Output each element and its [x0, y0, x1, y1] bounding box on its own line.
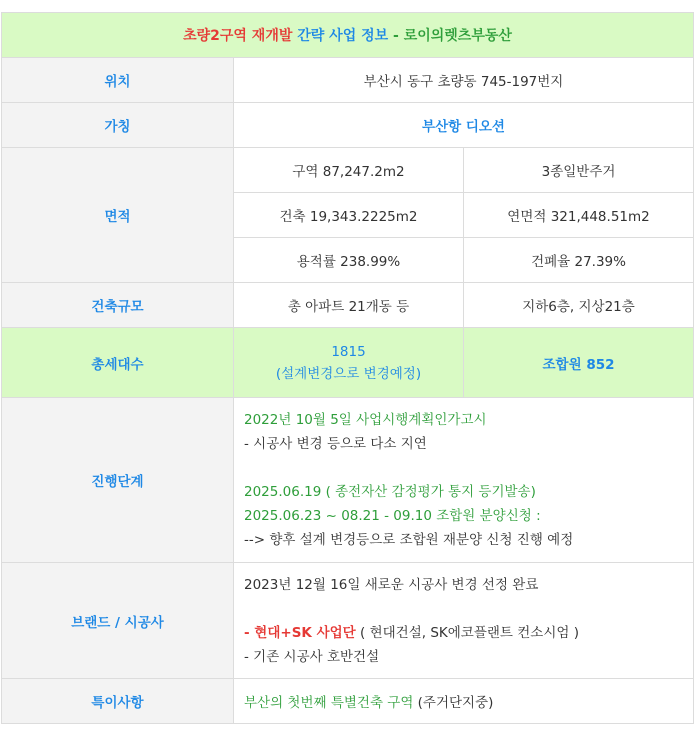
area-bcr: 건폐율 27.39%	[464, 238, 694, 283]
special-highlight: 부산의 첫번째 특별건축 구역	[244, 695, 414, 711]
brand-line-1: 2023년 12월 16일 새로운 시공사 변경 선정 완료	[244, 576, 539, 593]
progress-line-4: 2025.06.23 ~ 08.21 - 09.10 조합원 분양신청 :	[244, 508, 541, 524]
special-rest: (주거단지중)	[413, 695, 494, 711]
brand-line-3: - 기존 시공사 호반건설	[244, 648, 380, 665]
households-count-cell	[234, 328, 464, 398]
scale-buildings: 총 아파트 21개동 등	[234, 283, 464, 328]
location-value: 부산시 동구 초량동 745-197번지	[234, 58, 694, 103]
special-label: 특이사항	[2, 679, 234, 724]
progress-content	[234, 398, 694, 563]
table-title	[2, 13, 694, 58]
brand-consortium: ( 현대건설, SK에코플랜트 컨소시엄 )	[355, 624, 579, 641]
progress-line-5: --> 향후 설계 변경등으로 조합원 재분양 신청 진행 예정	[244, 532, 574, 548]
progress-label: 진행단계	[2, 398, 234, 563]
brand-line-2	[244, 621, 683, 645]
households-members: 조합원 852	[464, 328, 694, 398]
area-far: 용적률 238.99%	[234, 238, 464, 283]
brand-blank-line	[244, 597, 683, 621]
project-info-table	[1, 12, 694, 724]
area-label: 면적	[2, 148, 234, 283]
brand-label: 브랜드 / 시공사	[2, 563, 234, 679]
households-label: 총세대수	[2, 328, 234, 398]
location-label: 위치	[2, 58, 234, 103]
name-value: 부산항 디오션	[234, 103, 694, 148]
progress-line-3: 2025.06.19 ( 종전자산 감정평가 통지 등기발송)	[244, 484, 536, 500]
progress-line-2: - 시공사 변경 등으로 다소 지연	[244, 436, 427, 452]
title-part-info: 간략 사업 정보	[297, 28, 389, 44]
area-zone: 구역 87,247.2m2	[234, 148, 464, 193]
brand-content	[234, 563, 694, 679]
title-part-source: - 로이의렛츠부동산	[393, 28, 512, 44]
special-content	[234, 679, 694, 724]
area-floor-area: 연면적 321,448.51m2	[464, 193, 694, 238]
area-building: 건축 19,343.2225m2	[234, 193, 464, 238]
households-note: (설계변경으로 변경예정)	[275, 365, 422, 382]
households-count: 1815	[331, 343, 366, 360]
progress-line-1: 2022년 10월 5일 사업시행계획인가고시	[244, 412, 487, 428]
progress-blank-line	[244, 456, 683, 480]
scale-label: 건축규모	[2, 283, 234, 328]
brand-highlight: - 현대+SK 사업단	[244, 624, 356, 641]
scale-floors: 지하6층, 지상21층	[464, 283, 694, 328]
name-label: 가칭	[2, 103, 234, 148]
title-part-area: 초량2구역 재개발	[183, 28, 293, 44]
area-zoning: 3종일반주거	[464, 148, 694, 193]
